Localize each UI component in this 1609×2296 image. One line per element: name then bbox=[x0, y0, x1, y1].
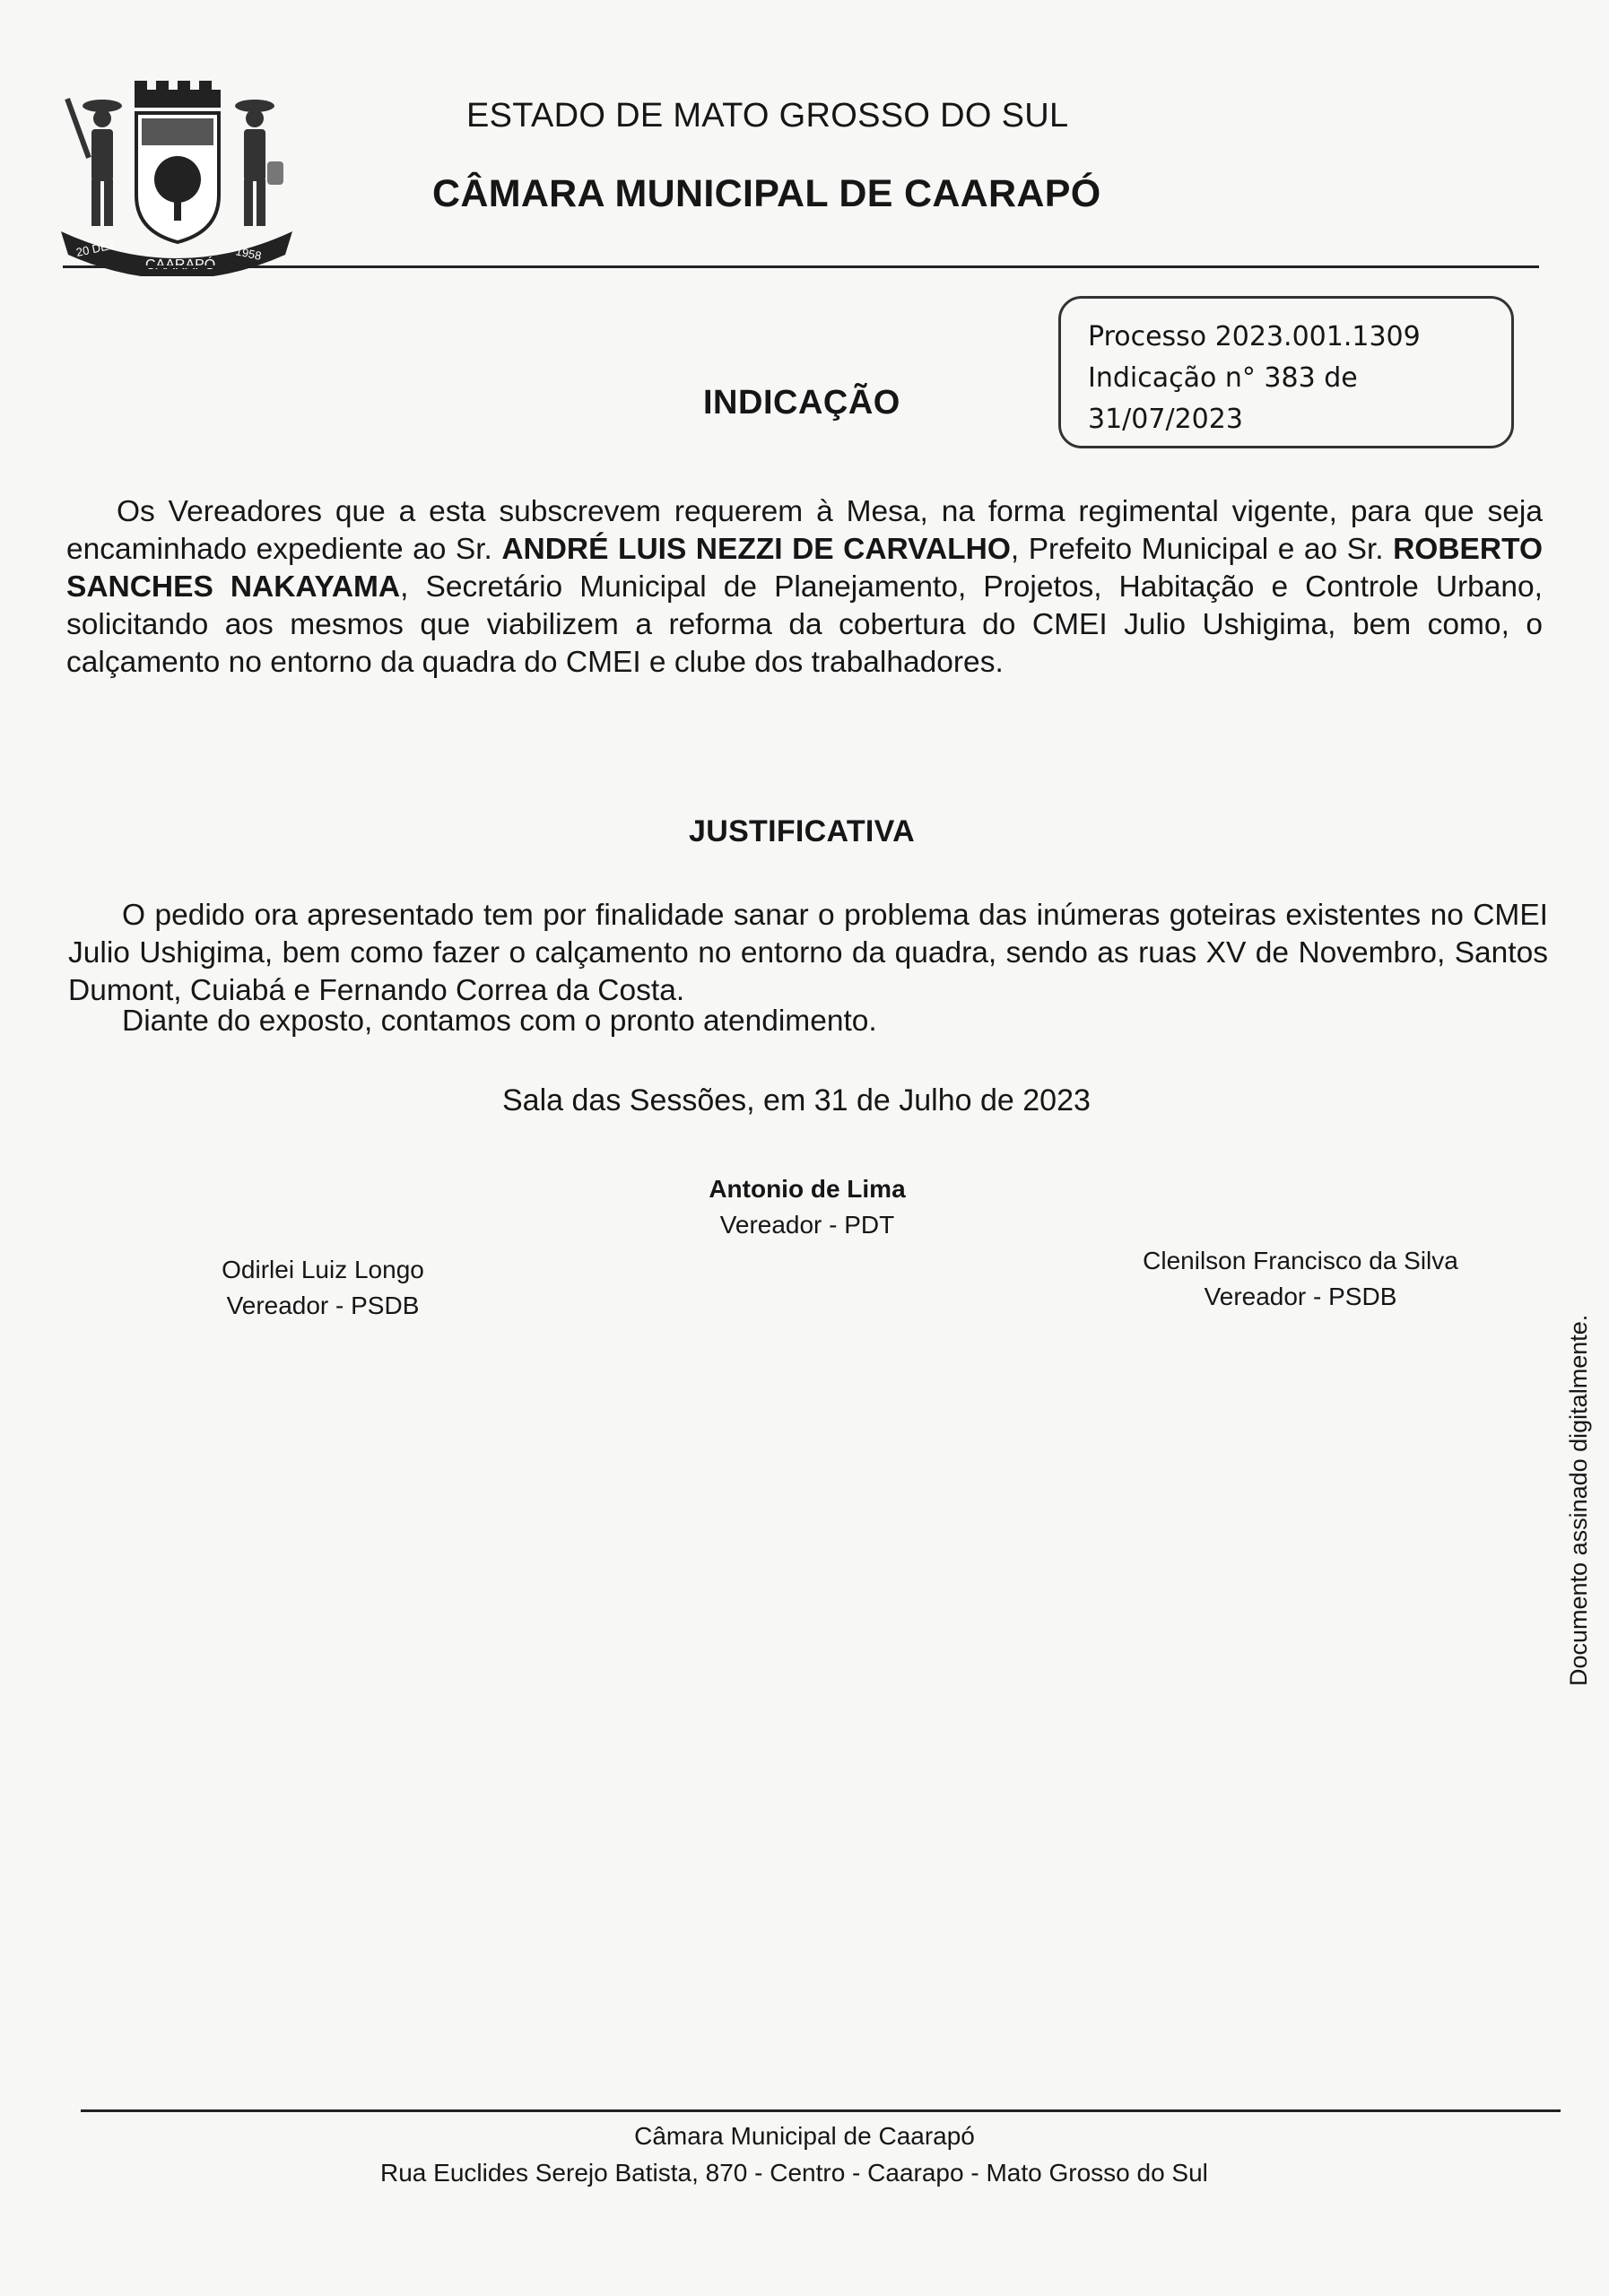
footer-address: Rua Euclides Serejo Batista, 870 - Centro - Caarapo - Mato Grosso do Sul bbox=[380, 2159, 1208, 2187]
indication-number: Indicação n° 383 de bbox=[1088, 362, 1358, 394]
signature-odirlei-luiz-longo bbox=[179, 1252, 466, 1324]
svg-text:1958: 1958 bbox=[234, 244, 263, 263]
document-title: INDICAÇÃO bbox=[703, 384, 900, 422]
request-paragraph bbox=[66, 493, 1543, 682]
header-state: ESTADO DE MATO GROSSO DO SUL bbox=[466, 97, 1069, 135]
process-stamp-box bbox=[1058, 296, 1514, 448]
signatory-role: Vereador - PSDB bbox=[1204, 1283, 1397, 1310]
signatory-role: Vereador - PDT bbox=[719, 1211, 895, 1239]
request-text-1: Os Vereadores que a esta subscrevem requerem à Mesa, na forma regimental vigente, para que seja encaminhado expediente ao Sr. bbox=[66, 495, 1543, 566]
digital-signature-note: Documento assinado digitalmente. bbox=[1565, 1314, 1592, 1686]
signatory-role: Vereador - PSDB bbox=[226, 1292, 420, 1319]
header-chamber: CÂMARA MUNICIPAL DE CAARAPÓ bbox=[432, 172, 1101, 215]
signature-clenilson-francisco-da-silva bbox=[1112, 1243, 1489, 1315]
signatory-name: Odirlei Luiz Longo bbox=[222, 1256, 424, 1283]
municipal-crest-logo bbox=[56, 79, 298, 276]
signatory-name: Clenilson Francisco da Silva bbox=[1143, 1247, 1458, 1274]
mayor-name: ANDRÉ LUIS NEZZI DE CARVALHO bbox=[501, 533, 1011, 566]
signatory-name: Antonio de Lima bbox=[709, 1175, 906, 1203]
justification-title: JUSTIFICATIVA bbox=[689, 814, 915, 848]
justification-paragraph: O pedido ora apresentado tem por finalidade sanar o problema das inúmeras goteiras existentes no CMEI Julio Ushigima, bem como fazer o calçamento no entorno da quadra, sendo as ruas XV de Novembro, Santos Dumont, Cuiabá e Fernando Correa da Costa. bbox=[68, 899, 1548, 1007]
svg-text:20 DEZ: 20 DEZ bbox=[74, 238, 117, 259]
footer-institution: Câmara Municipal de Caarapó bbox=[634, 2122, 975, 2150]
svg-text:CAARAPÓ bbox=[145, 256, 215, 273]
process-number: Processo 2023.001.1309 bbox=[1088, 321, 1421, 352]
secretary-name: ROBERTO SANCHES NAKAYAMA bbox=[66, 533, 1544, 604]
indication-date: 31/07/2023 bbox=[1088, 404, 1243, 435]
session-date-line: Sala das Sessões, em 31 de Julho de 2023 bbox=[502, 1083, 1091, 1118]
signature-antonio-de-lima bbox=[628, 1171, 987, 1243]
closing-paragraph: Diante do exposto, contamos com o pronto atendimento. bbox=[122, 1004, 877, 1038]
request-text-2: , Prefeito Municipal e ao Sr. bbox=[1010, 533, 1394, 566]
request-text-3: , Secretário Municipal de Planejamento, Projetos, Habitação e Controle Urbano, solicitando aos mesmos que viabilizem a reforma da cobertura do CMEI Julio Ushigima, bem como, o calçamento no entorno da quadra do CMEI e clube dos trabalhadores. bbox=[66, 570, 1543, 679]
header-divider bbox=[63, 265, 1539, 268]
